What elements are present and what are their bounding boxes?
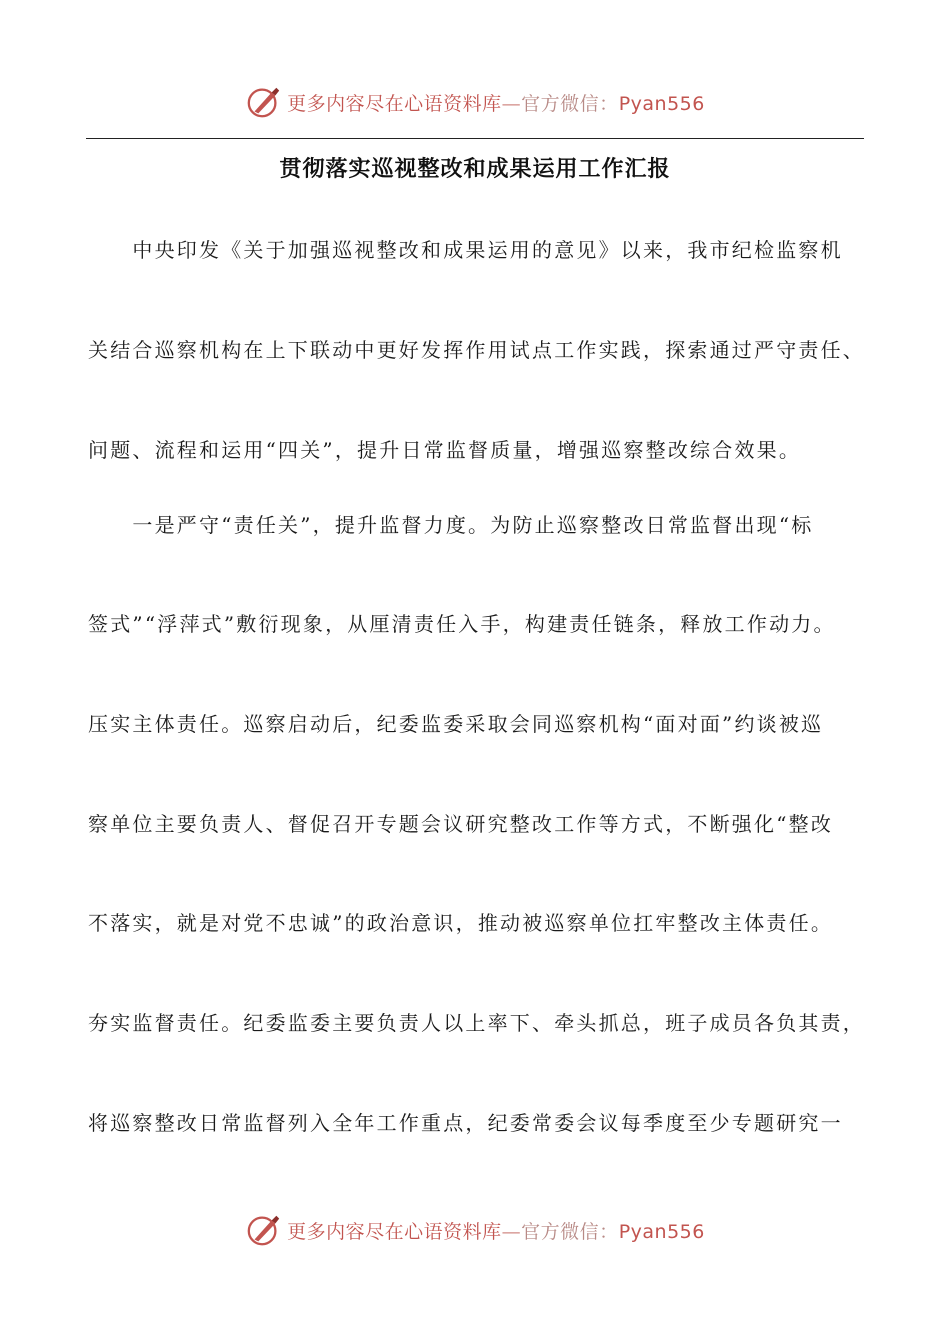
banner-text: 更多内容尽在心语资料库—官方微信：Pyan556 bbox=[287, 1220, 705, 1243]
body-line: 一是严守“责任关”，提升监督力度。为防止巡察整改日常监督出现“标 bbox=[88, 513, 814, 537]
body-line: 不落实，就是对党不忠诚”的政治意识，推动被巡察单位扛牢整改主体责任。 bbox=[88, 911, 834, 935]
body-line: 夯实监督责任。纪委监委主要负责人以上率下、牵头抓总，班子成员各负其责， bbox=[88, 1011, 865, 1035]
body-line: 签式”“浮萍式”敷衍现象，从厘清责任入手，构建责任链条，释放工作动力。 bbox=[88, 612, 836, 636]
body-line: 关结合巡察机构在上下联动中更好发挥作用试点工作实践，探索通过严守责任、 bbox=[88, 338, 865, 362]
header-divider bbox=[86, 138, 864, 139]
body-line: 压实主体责任。巡察启动后，纪委监委采取会同巡察机构“面对面”约谈被巡 bbox=[88, 712, 824, 736]
body-line: 中央印发《关于加强巡视整改和成果运用的意见》以来，我市纪检监察机 bbox=[88, 238, 843, 262]
body-line: 问题、流程和运用“四关”，提升日常监督质量，增强巡察整改综合效果。 bbox=[88, 438, 802, 462]
body-line: 将巡察整改日常监督列入全年工作重点，纪委常委会议每季度至少专题研究一 bbox=[88, 1111, 843, 1135]
document-title: 贯彻落实巡视整改和成果运用工作汇报 bbox=[279, 157, 671, 182]
banner-text: 更多内容尽在心语资料库—官方微信：Pyan556 bbox=[287, 92, 705, 115]
footer-banner bbox=[0, 1208, 950, 1252]
pen-logo-icon bbox=[245, 83, 283, 121]
pen-logo-icon bbox=[245, 1211, 283, 1249]
body-line: 察单位主要负责人、督促召开专题会议研究整改工作等方式，不断强化“整改 bbox=[88, 812, 834, 836]
header-banner bbox=[0, 80, 950, 124]
